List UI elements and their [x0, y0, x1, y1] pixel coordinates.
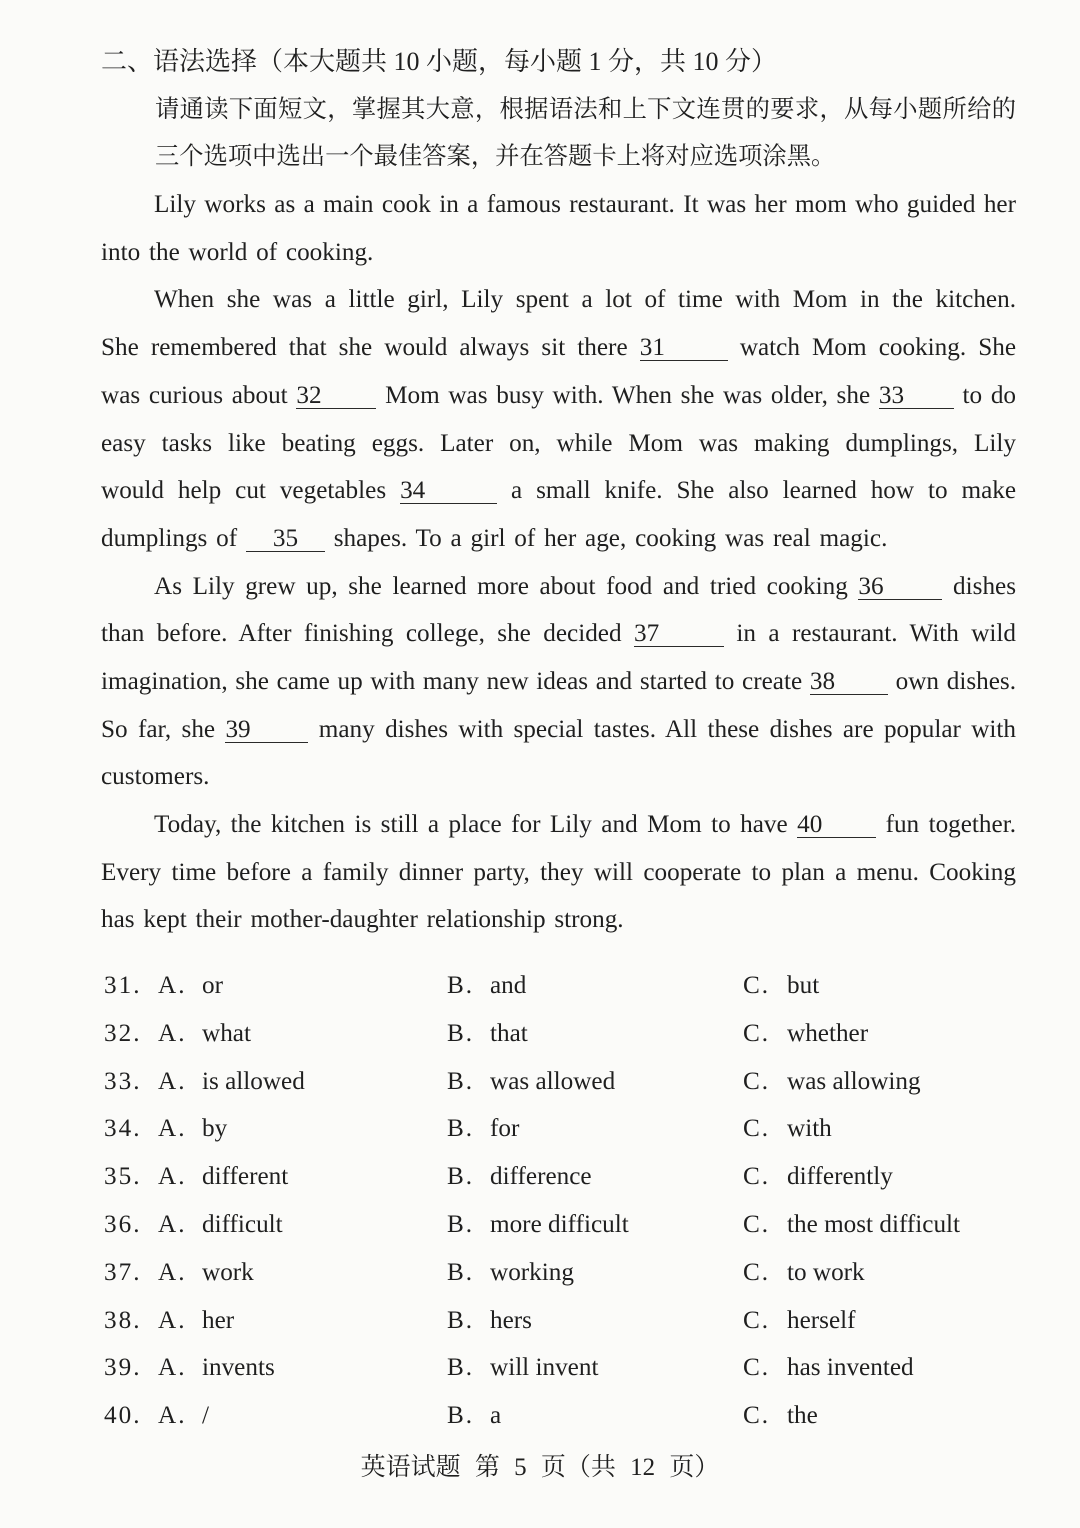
question-number: 40.: [104, 1402, 142, 1430]
option-row: [104, 1010, 1044, 1058]
option-a-text: is allowed: [202, 1067, 305, 1095]
option-b-text: more difficult: [490, 1210, 629, 1238]
passage-text: fun together.: [885, 811, 1017, 838]
option-c-text: differently: [787, 1163, 893, 1191]
blank-34: 34: [400, 479, 497, 504]
passage-text: in a restaurant. With wild: [736, 620, 1017, 648]
option-b-label: B.: [447, 1019, 475, 1047]
option-b-label: B.: [447, 1210, 475, 1238]
passage-text: So far, she: [101, 715, 216, 743]
passage-line: [101, 849, 1016, 897]
question-number: 33.: [104, 1067, 142, 1095]
option-c-label: C.: [743, 1019, 771, 1047]
blank-38: 38: [810, 670, 888, 695]
passage-text: was curious about: [101, 381, 288, 409]
passage-text: Today, the kitchen is still a place for Lily and Mom to have: [154, 811, 788, 838]
option-c-label: C.: [743, 1306, 771, 1334]
option-row: [104, 962, 1044, 1010]
option-a-text: invents: [202, 1354, 275, 1382]
passage-line: [101, 515, 1016, 563]
option-b-label: B.: [447, 1258, 475, 1286]
option-a-label: A.: [158, 1163, 187, 1191]
option-b-label: B.: [447, 972, 475, 999]
passage-text: She remembered that she would always sit there: [101, 334, 628, 362]
option-a-label: A.: [158, 972, 187, 999]
blank-36: 36: [858, 575, 942, 600]
question-number: 35.: [104, 1163, 142, 1191]
blank-40: 40: [797, 813, 876, 838]
passage-line: [101, 420, 1016, 468]
passage-line: [101, 706, 1016, 754]
passage-line: [101, 467, 1016, 515]
option-a-label: A.: [158, 1354, 187, 1382]
question-number: 38.: [104, 1306, 142, 1334]
option-b-label: B.: [447, 1402, 475, 1430]
option-c-label: C.: [743, 972, 771, 999]
passage-text: shapes. To a girl of her age, cooking was real magic.: [333, 524, 888, 552]
passage-text: many dishes with special tastes. All these dishes are popular with: [318, 715, 1017, 743]
page-footer: 英语试题 第 5 页（共 12 页）: [360, 1454, 720, 1481]
blank-32: 32: [296, 384, 376, 409]
passage-line: [101, 372, 1016, 420]
option-c-text: with: [787, 1115, 832, 1143]
passage-text: than before. After finishing college, she decided: [101, 620, 622, 648]
option-a-text: by: [202, 1115, 228, 1143]
option-a-text: what: [202, 1019, 251, 1047]
passage-line: [101, 324, 1016, 372]
passage-line: [101, 181, 1016, 229]
option-c-text: whether: [787, 1019, 869, 1047]
blank-35: 35: [246, 527, 325, 552]
grammar-section: [101, 38, 1016, 944]
option-c-text: has invented: [787, 1354, 914, 1382]
cloze-passage: [101, 181, 1016, 944]
option-a-label: A.: [158, 1067, 187, 1095]
option-a-text: different: [202, 1163, 289, 1191]
option-row: [104, 1344, 1044, 1392]
passage-text: When she was a little girl, Lily spent a lot of time with Mom in the kitchen.: [154, 286, 1016, 314]
passage-line: [101, 563, 1016, 611]
option-row: [104, 1105, 1044, 1153]
passage-text: own dishes.: [895, 667, 1016, 695]
option-c-text: but: [787, 972, 820, 999]
question-number: 36.: [104, 1210, 142, 1238]
option-a-text: /: [202, 1402, 209, 1430]
question-number: 32.: [104, 1019, 142, 1047]
option-row: [104, 1058, 1044, 1106]
option-c-text: was allowing: [787, 1067, 921, 1095]
passage-line: [101, 658, 1016, 706]
blank-33: 33: [879, 384, 954, 409]
passage-text: would help cut vegetables: [101, 477, 387, 505]
passage-text: dishes: [953, 572, 1017, 600]
option-c-label: C.: [743, 1163, 771, 1191]
passage-text: to do: [962, 381, 1017, 409]
option-row: [104, 1297, 1044, 1345]
option-a-label: A.: [158, 1115, 187, 1143]
option-b-text: hers: [490, 1306, 532, 1334]
option-b-label: B.: [447, 1306, 475, 1334]
passage-text: customers.: [101, 763, 210, 791]
option-a-label: A.: [158, 1019, 187, 1047]
option-a-text: or: [202, 972, 223, 999]
option-a-text: difficult: [202, 1210, 283, 1238]
option-b-text: will invent: [490, 1354, 599, 1382]
option-b-label: B.: [447, 1115, 475, 1143]
option-b-label: B.: [447, 1354, 475, 1382]
passage-text: into the world of cooking.: [101, 238, 374, 266]
passage-text: As Lily grew up, she learned more about food and tried cooking: [154, 572, 848, 600]
option-b-text: for: [490, 1115, 520, 1143]
option-b-text: and: [490, 972, 527, 999]
option-c-label: C.: [743, 1115, 771, 1143]
passage-text: watch Mom cooking. She: [739, 334, 1017, 362]
passage-text: has kept their mother-daughter relationship strong.: [101, 906, 624, 934]
passage-text: dumplings of: [101, 524, 238, 552]
section-title: 二、语法选择（本大题共 10 小题，每小题 1 分，共 10 分）: [101, 47, 778, 76]
option-a-text: work: [202, 1258, 254, 1286]
option-c-label: C.: [743, 1258, 771, 1286]
option-a-label: A.: [158, 1258, 187, 1286]
blank-37: 37: [634, 622, 724, 647]
instructions-line: 请通读下面短文，掌握其大意，根据语法和上下文连贯的要求，从每小题所给的: [155, 95, 1016, 123]
passage-text: a small knife. She also learned how to make: [510, 477, 1017, 505]
question-number: 31.: [104, 972, 142, 999]
option-b-text: that: [490, 1019, 528, 1047]
option-b-label: B.: [447, 1067, 475, 1095]
option-c-label: C.: [743, 1402, 771, 1430]
question-number: 34.: [104, 1115, 142, 1143]
option-b-text: a: [490, 1402, 502, 1430]
question-number: 37.: [104, 1258, 142, 1286]
passage-line: [101, 896, 1016, 944]
option-c-label: C.: [743, 1210, 771, 1238]
option-a-label: A.: [158, 1306, 187, 1334]
option-row: [104, 1153, 1044, 1201]
option-b-text: difference: [490, 1163, 592, 1191]
passage-line: [101, 610, 1016, 658]
passage-line: [101, 276, 1016, 324]
passage-text: Mom was busy with. When she was older, she: [385, 381, 871, 409]
option-b-text: working: [490, 1258, 574, 1286]
passage-line: [101, 801, 1016, 849]
option-c-text: herself: [787, 1306, 856, 1334]
passage-text: Lily works as a main cook in a famous restaurant. It was her mom who guided her: [154, 191, 1016, 219]
passage-text: easy tasks like beating eggs. Later on, while Mom was making dumplings, Lily: [101, 429, 1016, 457]
passage-text: Every time before a family dinner party, they will cooperate to plan a menu. Cooking: [101, 858, 1016, 886]
option-b-label: B.: [447, 1163, 475, 1191]
blank-39: 39: [225, 718, 308, 743]
option-row: [104, 1249, 1044, 1297]
answer-options: [104, 962, 1044, 1440]
passage-line: [101, 229, 1016, 277]
option-c-text: to work: [787, 1258, 865, 1286]
instructions-line: 三个选项中选出一个最佳答案，并在答题卡上将对应选项涂黑。: [155, 143, 836, 171]
option-c-text: the: [787, 1402, 818, 1430]
option-b-text: was allowed: [490, 1067, 616, 1095]
option-c-label: C.: [743, 1354, 771, 1382]
passage-text: imagination, she came up with many new ideas and started to create: [101, 667, 803, 695]
option-row: [104, 1392, 1044, 1440]
question-number: 39.: [104, 1354, 142, 1382]
option-a-label: A.: [158, 1402, 187, 1430]
option-a-text: her: [202, 1306, 235, 1334]
passage-line: [101, 753, 1016, 801]
option-c-label: C.: [743, 1067, 771, 1095]
option-row: [104, 1201, 1044, 1249]
option-c-text: the most difficult: [787, 1210, 961, 1238]
blank-31: 31: [640, 336, 728, 361]
option-a-label: A.: [158, 1210, 187, 1238]
